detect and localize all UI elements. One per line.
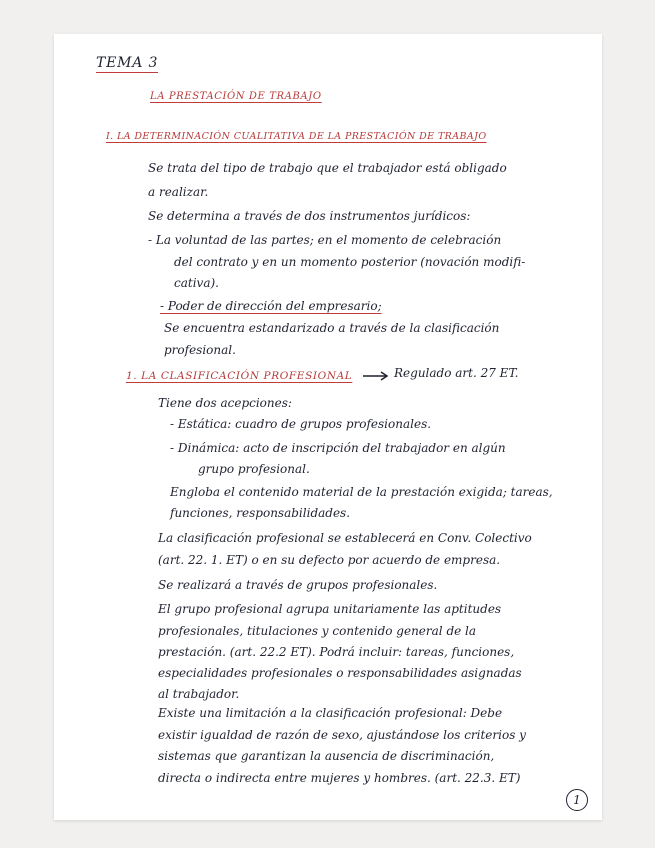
bullet-line: - Poder de dirección del empresario; — [160, 299, 382, 313]
arrow-icon — [362, 370, 390, 382]
text-line: grupo profesional. — [198, 462, 310, 476]
text-line: Engloba el contenido material de la prestación exigida; tareas, — [170, 485, 553, 499]
text-line: directa o indirecta entre mujeres y hombres. (art. 22.3. ET) — [158, 771, 521, 785]
text-line: funciones, responsabilidades. — [170, 506, 351, 520]
text-line: del contrato y en un momento posterior (novación modifi- — [174, 255, 526, 269]
subtitle: LA PRESTACIÓN DE TRABAJO — [150, 91, 322, 102]
text-line: especialidades profesionales o responsabilidades asignadas — [158, 666, 522, 680]
text-line: al trabajador. — [158, 687, 240, 701]
text-line: sistemas que garantizan la ausencia de discriminación, — [158, 749, 495, 763]
page-number: 1 — [566, 789, 588, 811]
text-line: Tiene dos acepciones: — [158, 396, 292, 410]
bullet-line: - Dinámica: acto de inscripción del trabajador en algún — [170, 441, 506, 455]
text-line: El grupo profesional agrupa unitariamente las aptitudes — [158, 602, 502, 616]
text-line: (art. 22. 1. ET) o en su defecto por acuerdo de empresa. — [158, 553, 501, 567]
text-line: Se realizará a través de grupos profesionales. — [158, 578, 438, 592]
text-line: a realizar. — [148, 185, 209, 199]
text-line: cativa). — [174, 276, 219, 290]
text-line: Se determina a través de dos instrumentos jurídicos: — [148, 209, 471, 223]
text-line: profesionales, titulaciones y contenido general de la — [158, 624, 477, 638]
text-line: Existe una limitación a la clasificación profesional: Debe — [158, 706, 503, 720]
regulated-text: Regulado art. 27 ET. — [394, 366, 519, 380]
bullet-line: - La voluntad de las partes; en el momento de celebración — [148, 233, 502, 247]
text-line: La clasificación profesional se establecerá en Conv. Colectivo — [158, 531, 532, 545]
text-line: Se encuentra estandarizado a través de la clasificación — [164, 321, 500, 335]
text-line: profesional. — [164, 343, 236, 357]
bullet-line: - Estática: cuadro de grupos profesionales. — [170, 417, 432, 431]
text-line: Se trata del tipo de trabajo que el trabajador está obligado — [148, 161, 507, 175]
subsection-heading: 1. LA CLASIFICACIÓN PROFESIONAL — [126, 370, 353, 382]
section-heading: I. LA DETERMINACIÓN CUALITATIVA DE LA PRESTACIÓN DE TRABAJO — [106, 131, 487, 142]
tema-title: TEMA 3 — [96, 55, 159, 71]
text-line: prestación. (art. 22.2 ET). Podrá incluir: tareas, funciones, — [158, 645, 515, 659]
text-line: existir igualdad de razón de sexo, ajustándose los criterios y — [158, 728, 526, 742]
